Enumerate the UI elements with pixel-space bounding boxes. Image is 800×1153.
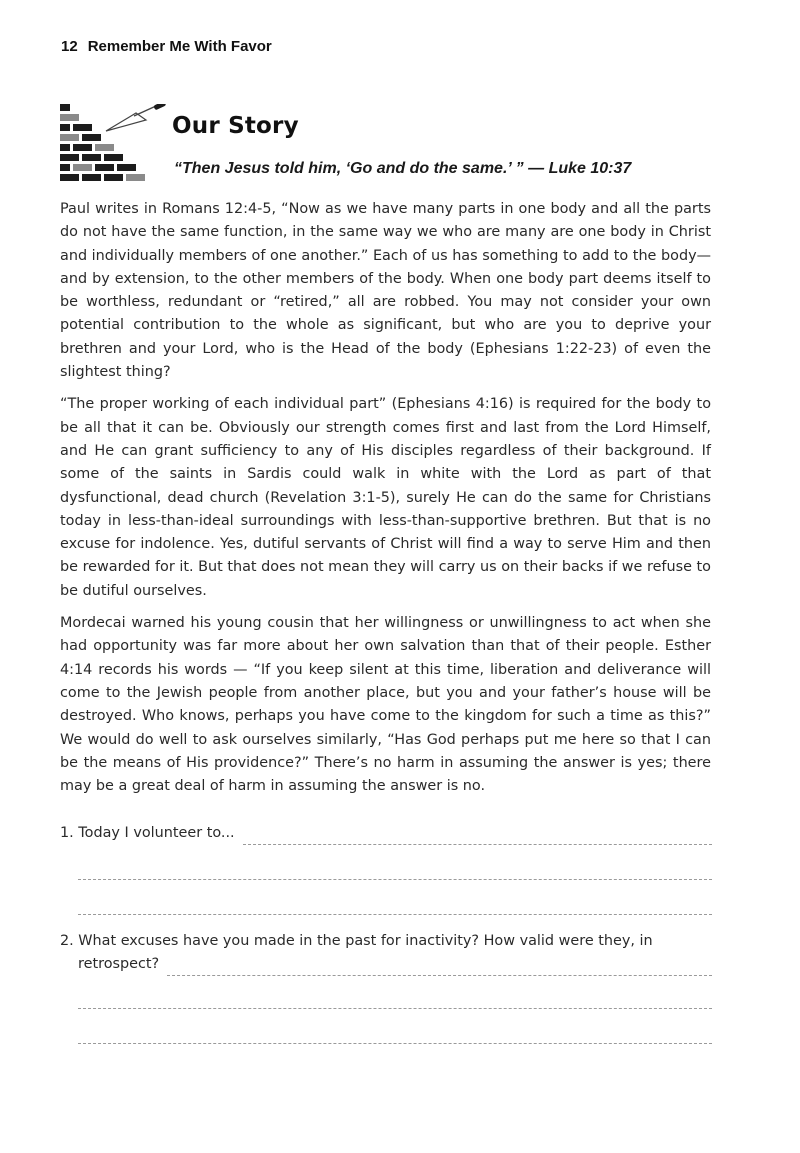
answer-line[interactable]: [78, 1029, 712, 1044]
question-text: 1. Today I volunteer to...: [60, 825, 235, 841]
question-text: 2. What excuses have you made in the past for inactivity? How valid were they, in: [60, 933, 653, 949]
answer-line[interactable]: [243, 830, 712, 845]
question-2: [60, 930, 712, 1044]
paragraph: “The proper working of each individual part” (Ephesians 4:16) is required for the body to be all that it can be. Obviously our strength comes first and last from the Lord Himself, and He can grant sufficiency to any of His disciples regardless of their background. If some of the saints in Sardis could walk in white with the Lord as part of that dysfunctional, dead church (Revelation 3:1-5), surely He can do the same for Christians today in less-than-ideal surroundings with less-than-supportive brethren. But that is no excuse for indolence. Yes, dutiful servants of Christ will find a way to serve Him and then be rewarded for it. But that does not mean they will carry us on their backs if we refuse to be dutiful ourselves.: [60, 396, 711, 599]
brick-wall-icon: [60, 104, 170, 190]
book-title: Remember Me With Favor: [87, 38, 272, 55]
paragraph: Paul writes in Romans 12:4-5, “Now as we have many parts in one body and all the parts do not have the same function, in the same way we who are many are one body in Christ and individually members of one another.” Each of us has something to add to the body—and by extension, to the other members of the body. When one body part deems itself to be worthless, redundant or “retired,” all are robbed. You may not consider your own potential contribution to the whole as significant, but who are you to deprive your brethren and your Lord, who is the Head of the body (Ephesians 1:22-23) of even the slightest thing?: [60, 201, 711, 381]
running-head: [61, 38, 272, 55]
answer-line[interactable]: [78, 865, 712, 880]
trowel-icon: [106, 104, 166, 131]
page-number: 12: [61, 38, 78, 55]
answer-line[interactable]: [78, 900, 712, 915]
epigraph: “Then Jesus told him, ‘Go and do the same.’ ” — Luke 10:37: [174, 160, 632, 177]
paragraph: Mordecai warned his young cousin that her willingness or unwillingness to act when she had opportunity was far more about her own salvation than that of their people. Esther 4:14 records his words — “If you keep silent at this time, liberation and deliverance will come to the Jewish people from another place, but you and your father’s house will be destroyed. Who knows, perhaps you have come to the kingdom for such a time as this?” We would do well to ask ourselves similarly, “Has God perhaps put me here so that I can be the means of His providence?” There’s no harm in assuming the answer is yes; there may be a great deal of harm in assuming the answer is no.: [60, 615, 711, 795]
question-1: [60, 822, 712, 915]
answer-line[interactable]: [78, 994, 712, 1009]
answer-line[interactable]: [167, 961, 712, 976]
body-text: [60, 198, 711, 807]
question-text-continued: retrospect?: [78, 956, 160, 972]
section-title: Our Story: [172, 113, 299, 139]
